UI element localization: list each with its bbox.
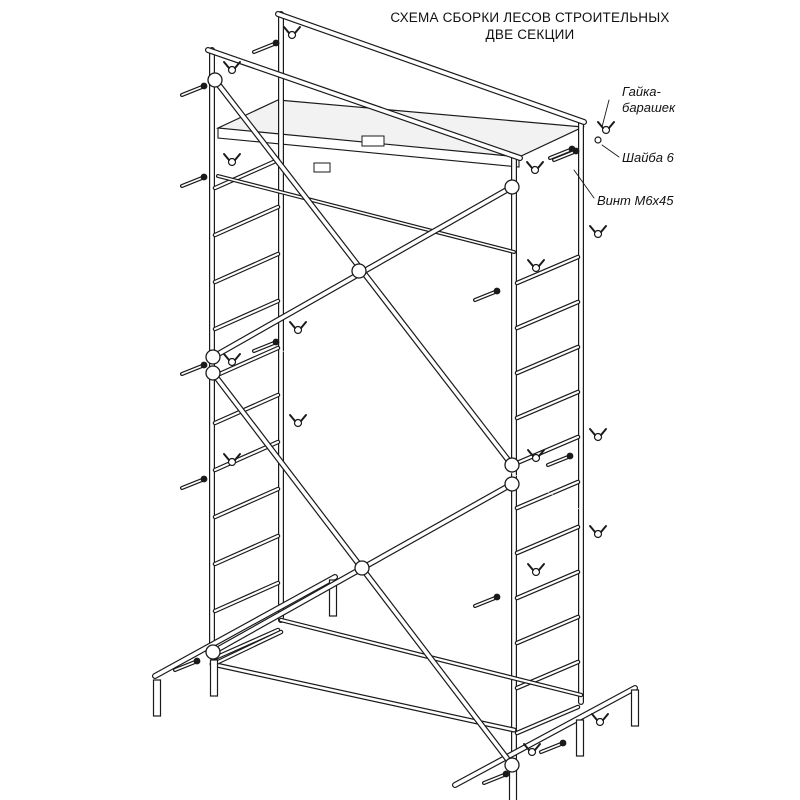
leveling-foot — [211, 660, 218, 696]
left-frame-rung — [215, 536, 278, 564]
brace-joint — [352, 264, 366, 278]
screw — [182, 362, 207, 374]
title-line-1: СХЕМА СБОРКИ ЛЕСОВ СТРОИТЕЛЬНЫХ — [390, 10, 670, 25]
screw — [548, 453, 573, 465]
screw — [541, 740, 566, 752]
wing-nut — [528, 564, 544, 576]
leveling-foot — [577, 720, 584, 756]
right-frame-rung — [517, 662, 578, 688]
leader-washer — [602, 145, 619, 157]
callout-washer: Шайба 6 — [622, 150, 674, 165]
spacer — [281, 350, 581, 510]
wing-nut — [224, 154, 240, 166]
platform-hinge — [362, 136, 384, 146]
left-frame-rung — [215, 207, 278, 235]
right-frame-rung — [517, 527, 578, 553]
screw — [182, 476, 207, 488]
screw — [182, 174, 207, 186]
right-frame-rung — [517, 482, 578, 508]
leveling-foot — [510, 770, 517, 800]
brace-joint — [206, 645, 220, 659]
wing-nut — [590, 429, 606, 441]
leveling-foot — [632, 690, 639, 726]
leveling-foot — [154, 680, 161, 716]
screw — [475, 594, 500, 606]
left-frame-rung — [215, 489, 278, 517]
wing-nut — [224, 62, 240, 74]
right-frame-rung — [517, 707, 578, 733]
platform-deck — [218, 100, 583, 157]
right-frame-rung — [517, 302, 578, 328]
screw — [254, 40, 279, 52]
wing-nut — [590, 526, 606, 538]
brace-joint — [505, 180, 519, 194]
wing-nut — [528, 260, 544, 272]
left-frame-rung — [215, 254, 278, 282]
base-rail-front — [212, 664, 514, 730]
brace-joint — [355, 561, 369, 575]
brace-joint — [505, 458, 519, 472]
brace-joint — [505, 758, 519, 772]
platform-hinge — [314, 163, 330, 172]
wing-nut — [598, 122, 614, 134]
right-frame-rung — [517, 572, 578, 598]
wing-nut — [590, 226, 606, 238]
wing-nut — [290, 415, 306, 427]
brace-joint — [208, 73, 222, 87]
right-frame-rung — [517, 392, 578, 418]
brace-joint — [206, 350, 220, 364]
wing-nut — [527, 162, 543, 174]
wing-nut — [290, 322, 306, 334]
diagonal-braces — [206, 73, 581, 772]
screw — [182, 83, 207, 95]
screw — [484, 771, 509, 783]
wing-nut — [284, 27, 300, 39]
callout-screw: Винт М6х45 — [597, 193, 674, 208]
wing-nut — [592, 714, 608, 726]
left-frame-rung — [215, 583, 278, 611]
right-frame-rung — [517, 257, 578, 283]
screw — [475, 288, 500, 300]
callout-wing-nut-line-1: Гайка- — [622, 84, 661, 99]
right-frame-rung — [517, 347, 578, 373]
brace-joint — [206, 366, 220, 380]
brace-joint — [505, 477, 519, 491]
callout-wing-nut-line-2: барашек — [622, 100, 676, 115]
title-line-2: ДВЕ СЕКЦИИ — [485, 27, 575, 42]
washer — [595, 137, 601, 143]
right-frame-rung — [517, 617, 578, 643]
outrigger-right — [455, 688, 635, 785]
leader-wing-nut — [602, 100, 609, 127]
